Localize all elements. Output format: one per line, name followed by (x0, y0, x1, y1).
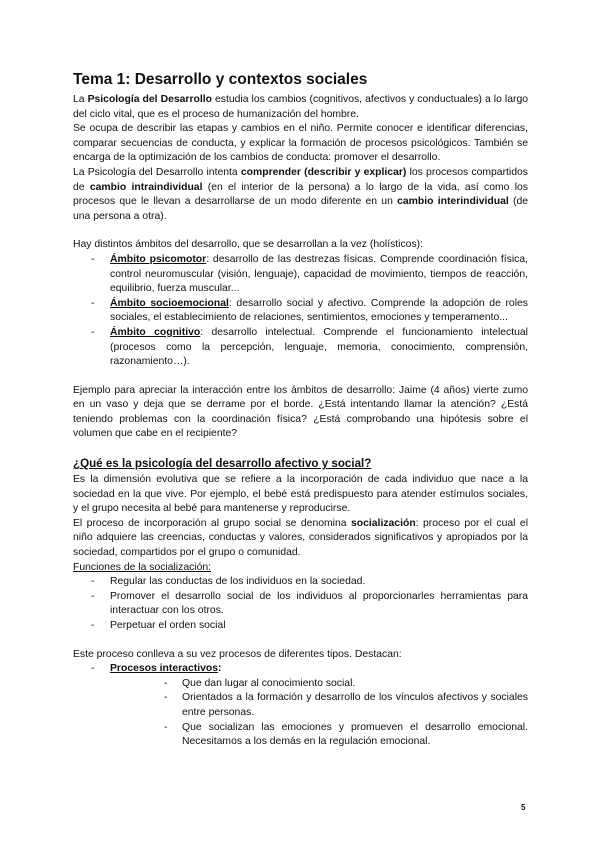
funciones-list (73, 575, 528, 633)
text-run: La Psicología del Desarrollo intenta (73, 166, 241, 178)
list-item: - Orientados a la formación y desarrollo de los vínculos afectivos y sociales entre personas. (110, 691, 528, 720)
intro-paragraph-1 (73, 93, 528, 122)
procesos-list (73, 662, 528, 750)
bold-term: socialización (350, 517, 416, 529)
procesos-sublist (110, 677, 528, 750)
ambito-text: : desarrollo intelectual. Comprende el funcionamiento intelectual (procesos como la percepción, lenguaje, memoria, conocimiento, comprensión, razonamiento…). (110, 326, 528, 368)
funciones-title: Funciones de la socialización: (73, 561, 212, 573)
section-paragraph-1: Es la dimensión evolutiva que se refiere a la incorporación de cada individuo que nace a la sociedad en la que vive. Por ejemplo, el bebé está predispuesto para atender estímulos sociales, y el grupo necesita al bebé para mantenerse y reproducirse. (73, 474, 528, 515)
page-title: Tema 1: Desarrollo y contextos sociales (73, 71, 368, 88)
bold-term: comprender (describir y explicar) (240, 166, 407, 178)
list-item (73, 253, 528, 297)
ambito-name: Ámbito cognitivo (110, 326, 201, 338)
list-item: - Regular las conductas de los individuos en la sociedad. (73, 575, 528, 590)
intro-paragraph-2: Se ocupa de describir las etapas y cambios en el niño. Permite conocer e identificar diferencias, comparar secuencias de conducta, y explicar la formación de procesos psicológicos. También se encarga de la optimización de los cambios de conducta: promover el desarrollo. (73, 123, 528, 164)
text-run: los procesos compartidos de (73, 166, 528, 193)
list-item: - Promover el desarrollo social de los individuos al proporcionarles herramientas para interactuar con los otros. (73, 590, 528, 619)
ambito-name: Ámbito psicomotor (110, 253, 207, 265)
list-item: - Que socializan las emociones y promueven el desarrollo emocional. Necesitamos a los demás en la regulación emocional. (110, 721, 528, 750)
text-run: estudia los cambios (cognitivos, afectivos y conductuales) a lo largo del ciclo vital, que es el proceso de humanización del hombre. (73, 94, 528, 120)
list-item (73, 662, 528, 750)
section-heading: ¿Qué es la psicología del desarrollo afectivo y social? (73, 457, 372, 471)
text-run: El proceso de incorporación al grupo social se denomina (73, 517, 351, 529)
text-run: La (73, 94, 88, 105)
list-item: - Que dan lugar al conocimiento social. (110, 677, 528, 692)
text-run: (de una persona a otra). (73, 196, 529, 222)
ambitos-intro: Hay distintos ámbitos del desarrollo, que se desarrollan a la vez (holísticos): (73, 239, 423, 251)
list-item: - Perpetuar el orden social (73, 619, 528, 634)
example-paragraph: Ejemplo para apreciar la interacción entre los ámbitos de desarrollo: Jaime (4 años) vierte zumo en un vaso y deja que se derrame por el borde. ¿Está intentando llamar la atención? ¿Está teniendo problemas con la coordinación física? ¿Está comprobando una hipótesis sobre el volumen que cabe en el recipiente? (73, 384, 528, 440)
text-run: : proceso por el cual el niño adquiere las creencias, conductas y valores, considerados significativos y apropiados por la sociedad, compartidos por el grupo o comunidad. (73, 517, 528, 559)
document-page (73, 70, 528, 750)
ambitos-list (73, 253, 528, 370)
intro-paragraph-3 (73, 166, 528, 224)
list-item (73, 297, 528, 326)
ambito-text: : desarrollo de las destrezas físicas. Comprende coordinación física, control neuromuscular (visión, lenguaje), capacidad de movimiento, tiempos de reacción, equilibrio, fuerza muscular... (110, 253, 528, 295)
list-item (73, 326, 528, 370)
section-paragraph-2 (73, 517, 528, 561)
procesos-intro: Este proceso conlleva a su vez procesos de diferentes tipos. Destacan: (73, 648, 402, 660)
text-run: (en el interior de la persona) a lo largo de la vida, así como los procesos que le llevan a desarrollarse de un modo diferente en un (73, 181, 528, 208)
bold-term: cambio interindividual (397, 196, 509, 208)
procesos-colon: : (218, 663, 222, 675)
bold-term: Psicología del Desarrollo (87, 94, 212, 105)
ambito-name: Ámbito socioemocional (110, 297, 229, 309)
page-number: 5 (521, 803, 526, 812)
ambito-text: : desarrollo social y afectivo. Comprende la adopción de roles sociales, el establecimiento de relaciones, sentimientos, emociones y temperamento... (110, 297, 528, 324)
bold-term: cambio intraindividual (89, 181, 203, 193)
procesos-label: Procesos interactivos (110, 663, 218, 675)
